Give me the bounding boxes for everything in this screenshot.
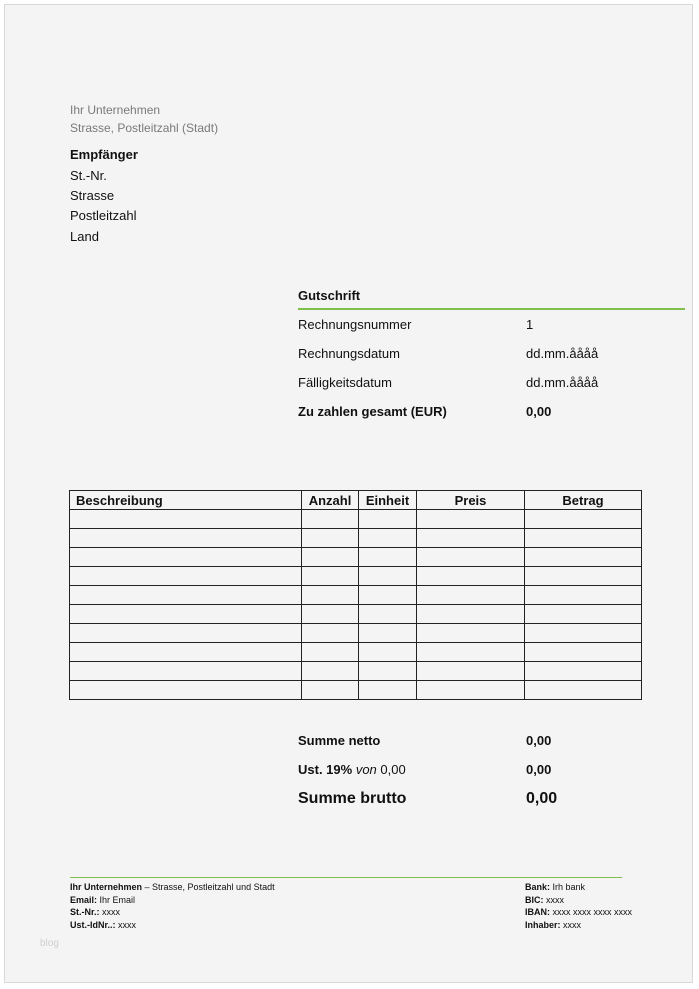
cell-anzahl[interactable] xyxy=(302,586,359,605)
brutto-label: Summe brutto xyxy=(298,790,407,807)
cell-einheit[interactable] xyxy=(359,662,417,681)
table-header-row xyxy=(70,491,642,510)
cell-anzahl[interactable] xyxy=(302,624,359,643)
cell-betrag[interactable] xyxy=(525,605,642,624)
cell-beschreibung[interactable] xyxy=(70,529,302,548)
cell-beschreibung[interactable] xyxy=(70,586,302,605)
cell-anzahl[interactable] xyxy=(302,529,359,548)
brutto-value: 0,00 xyxy=(526,790,558,807)
info-value: dd.mm.åååå xyxy=(526,346,599,361)
netto-label: Summe netto xyxy=(298,733,381,748)
ust-value: 0,00 xyxy=(526,762,552,777)
cell-einheit[interactable] xyxy=(359,605,417,624)
ust-label-rate: Ust. 19% xyxy=(298,762,356,777)
cell-preis[interactable] xyxy=(417,643,525,662)
cell-anzahl[interactable] xyxy=(302,662,359,681)
recipient-line: Postleitzahl xyxy=(70,208,137,223)
table-row xyxy=(70,529,642,548)
info-value-total: 0,00 xyxy=(526,404,552,419)
recipient-line: St.-Nr. xyxy=(70,168,107,183)
cell-preis[interactable] xyxy=(417,624,525,643)
cell-einheit[interactable] xyxy=(359,510,417,529)
document-title: Gutschrift xyxy=(298,288,361,303)
col-header-preis: Preis xyxy=(417,491,525,510)
sender-company: Ihr Unternehmen xyxy=(70,103,161,117)
cell-betrag[interactable] xyxy=(525,643,642,662)
ust-label xyxy=(298,762,406,777)
table-row xyxy=(70,567,642,586)
table-row xyxy=(70,586,642,605)
cell-preis[interactable] xyxy=(417,605,525,624)
cell-einheit[interactable] xyxy=(359,681,417,700)
table-body xyxy=(70,510,642,700)
footer-iban: IBAN: xxxx xxxx xxxx xxxx xyxy=(524,907,632,917)
footer-ustid: Ust.-IdNr..: xxxx xyxy=(70,919,137,930)
cell-anzahl[interactable] xyxy=(302,643,359,662)
footer-left xyxy=(70,881,275,931)
cell-betrag[interactable] xyxy=(525,548,642,567)
table-row xyxy=(70,548,642,567)
cell-preis[interactable] xyxy=(417,567,525,586)
cell-einheit[interactable] xyxy=(359,586,417,605)
cell-beschreibung[interactable] xyxy=(70,548,302,567)
col-header-einheit: Einheit xyxy=(359,491,417,510)
cell-anzahl[interactable] xyxy=(302,605,359,624)
cell-betrag[interactable] xyxy=(525,624,642,643)
col-header-betrag: Betrag xyxy=(525,491,642,510)
title-underline xyxy=(298,308,685,310)
cell-beschreibung[interactable] xyxy=(70,643,302,662)
info-label: Rechnungsdatum xyxy=(298,346,400,361)
cell-beschreibung[interactable] xyxy=(70,662,302,681)
cell-beschreibung[interactable] xyxy=(70,510,302,529)
cell-anzahl[interactable] xyxy=(302,510,359,529)
cell-betrag[interactable] xyxy=(525,681,642,700)
footer-divider xyxy=(70,877,622,878)
sender-address: Strasse, Postleitzahl (Stadt) xyxy=(70,121,219,135)
cell-einheit[interactable] xyxy=(359,548,417,567)
cell-beschreibung[interactable] xyxy=(70,681,302,700)
cell-betrag[interactable] xyxy=(525,529,642,548)
footer-stnr: St.-Nr.: xxxx xyxy=(70,907,121,917)
watermark: blog xyxy=(40,938,59,949)
cell-beschreibung[interactable] xyxy=(70,605,302,624)
table-row xyxy=(70,681,642,700)
cell-betrag[interactable] xyxy=(525,567,642,586)
cell-betrag[interactable] xyxy=(525,662,642,681)
netto-value: 0,00 xyxy=(526,733,552,748)
footer-company: Ihr Unternehmen – Strasse, Postleitzahl und Stadt xyxy=(70,882,275,892)
cell-anzahl[interactable] xyxy=(302,548,359,567)
col-header-anzahl: Anzahl xyxy=(302,491,359,510)
col-header-beschreibung: Beschreibung xyxy=(70,491,302,510)
info-label: Rechnungsnummer xyxy=(298,317,412,332)
recipient-line: Land xyxy=(70,229,99,244)
ust-label-base: 0,00 xyxy=(376,762,406,777)
ust-label-von: von xyxy=(355,762,377,777)
footer-inhaber: Inhaber: xxxx xyxy=(524,919,582,930)
footer-right xyxy=(525,881,632,931)
cell-preis[interactable] xyxy=(417,529,525,548)
table-row xyxy=(70,510,642,529)
cell-anzahl[interactable] xyxy=(302,567,359,586)
recipient-line: Strasse xyxy=(70,188,115,203)
cell-einheit[interactable] xyxy=(359,643,417,662)
info-label: Fälligkeitsdatum xyxy=(298,375,392,390)
table-row xyxy=(70,624,642,643)
footer-bank: Bank: Irh bank xyxy=(524,882,586,892)
cell-betrag[interactable] xyxy=(525,586,642,605)
cell-beschreibung[interactable] xyxy=(70,624,302,643)
cell-preis[interactable] xyxy=(417,586,525,605)
footer-email: Email: Ihr Email xyxy=(70,894,136,905)
table-row xyxy=(70,605,642,624)
cell-einheit[interactable] xyxy=(359,567,417,586)
footer-bic: BIC: xxxx xyxy=(524,894,564,905)
table-row xyxy=(70,662,642,681)
cell-preis[interactable] xyxy=(417,510,525,529)
info-value: 1 xyxy=(526,317,534,332)
cell-betrag[interactable] xyxy=(525,510,642,529)
cell-preis[interactable] xyxy=(417,681,525,700)
cell-einheit[interactable] xyxy=(359,529,417,548)
cell-anzahl[interactable] xyxy=(302,681,359,700)
table-row xyxy=(70,643,642,662)
cell-preis[interactable] xyxy=(417,548,525,567)
items-table xyxy=(69,490,642,700)
info-value: dd.mm.åååå xyxy=(526,375,599,390)
info-label-total: Zu zahlen gesamt (EUR) xyxy=(298,404,447,419)
cell-beschreibung[interactable] xyxy=(70,567,302,586)
cell-einheit[interactable] xyxy=(359,624,417,643)
recipient-heading: Empfänger xyxy=(70,147,138,162)
cell-preis[interactable] xyxy=(417,662,525,681)
